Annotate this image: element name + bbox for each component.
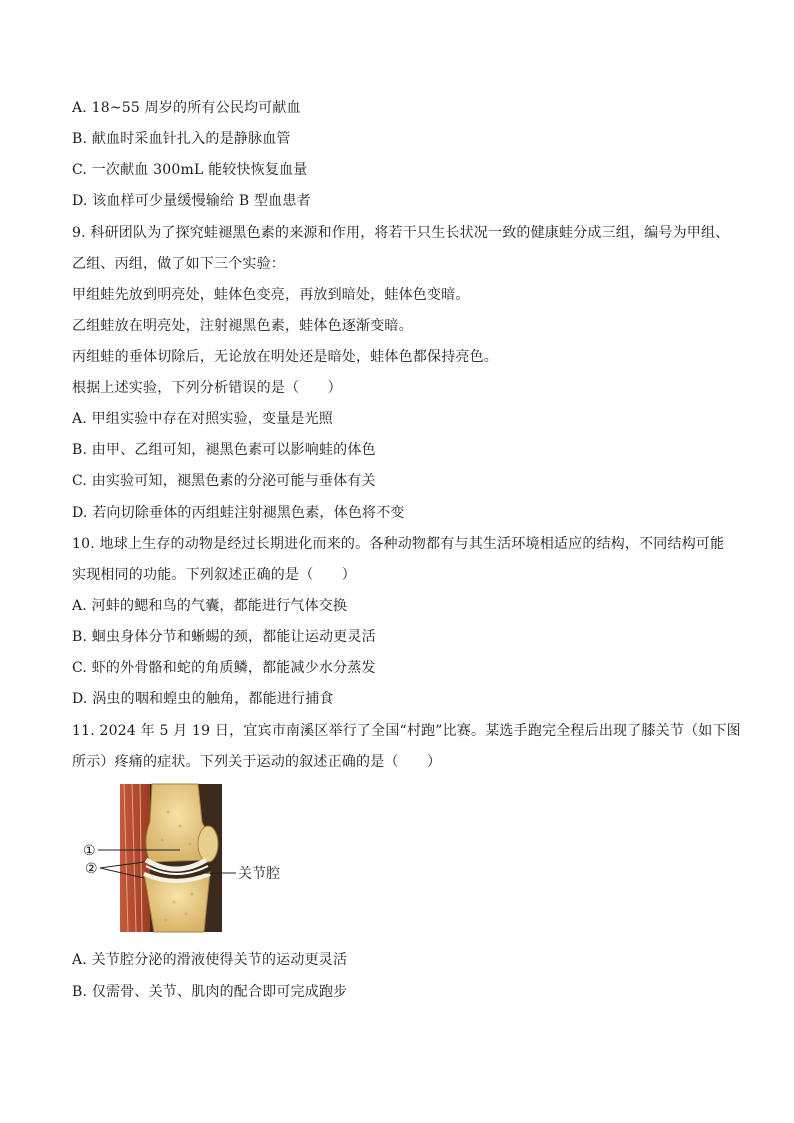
figure-label-1: ①: [83, 843, 96, 859]
q11-option-a: A. 关节腔分泌的滑液使得关节的运动更灵活: [72, 952, 348, 968]
knee-joint-figure: [80, 782, 300, 934]
q10-option-d: D. 涡虫的咽和蝗虫的触角，都能进行捕食: [72, 691, 334, 707]
q10-option-a: A. 河蚌的鳃和鸟的气囊，都能进行气体交换: [72, 598, 348, 614]
q10-stem-line1: 10. 地球上生存的动物是经过长期进化而来的。各种动物都有与其生活环境相适应的结构，不同结构可能: [72, 536, 725, 552]
knee-joint-illustration: [80, 782, 300, 934]
q8-option-c: C. 一次献血 300mL 能较快恢复血量: [72, 162, 308, 178]
q9-experiment-3: 丙组蛙的垂体切除后，无论放在明处还是暗处，蛙体色都保持亮色。: [72, 349, 498, 365]
q10-option-c: C. 虾的外骨骼和蛇的角质鳞，都能减少水分蒸发: [72, 660, 376, 676]
q9-option-b: B. 由甲、乙组可知，褪黑色素可以影响蛙的体色: [72, 442, 376, 458]
q8-option-d: D. 该血样可少量缓慢输给 B 型血患者: [72, 193, 311, 209]
q10-stem-line2: 实现相同的功能。下列叙述正确的是（ ）: [72, 567, 356, 583]
q9-option-a: A. 甲组实验中存在对照实验，变量是光照: [72, 411, 334, 427]
q8-option-b: B. 献血时采血针扎入的是静脉血管: [72, 131, 291, 147]
q9-experiment-1: 甲组蛙先放到明亮处，蛙体色变亮，再放到暗处，蛙体色变暗。: [72, 287, 470, 303]
q8-option-a: A. 18~55 周岁的所有公民均可献血: [72, 100, 301, 116]
q9-option-d: D. 若向切除垂体的丙组蛙注射褪黑色素，体色将不变: [72, 505, 405, 521]
figure-label-joint-cavity: 关节腔: [238, 866, 280, 882]
q11-option-b: B. 仅需骨、关节、肌肉的配合即可完成跑步: [72, 984, 348, 1000]
q9-question: 根据上述实验，下列分析错误的是（ ）: [72, 380, 342, 396]
q9-option-c: C. 由实验可知，褪黑色素的分泌可能与垂体有关: [72, 473, 376, 489]
patella-bone: [198, 826, 218, 862]
q9-stem-line2: 乙组、丙组，做了如下三个实验：: [72, 256, 285, 272]
q11-stem-line1: 11. 2024 年 5 月 19 日，宜宾市南溪区举行了全国“村跑”比赛。某选手跑完全程后出现了膝关节（如下图: [72, 723, 741, 739]
q10-option-b: B. 蛔虫身体分节和蜥蜴的颈，都能让运动更灵活: [72, 629, 376, 645]
q11-stem-line2: 所示）疼痛的症状。下列关于运动的叙述正确的是（ ）: [72, 754, 442, 770]
figure-label-2: ②: [85, 861, 98, 877]
q9-stem-line1: 9. 科研团队为了探究蛙褪黑色素的来源和作用，将若干只生长状况一致的健康蛙分成三组，编号为甲组、: [72, 225, 730, 241]
q9-experiment-2: 乙组蛙放在明亮处，注射褪黑色素，蛙体色逐渐变暗。: [72, 318, 413, 334]
